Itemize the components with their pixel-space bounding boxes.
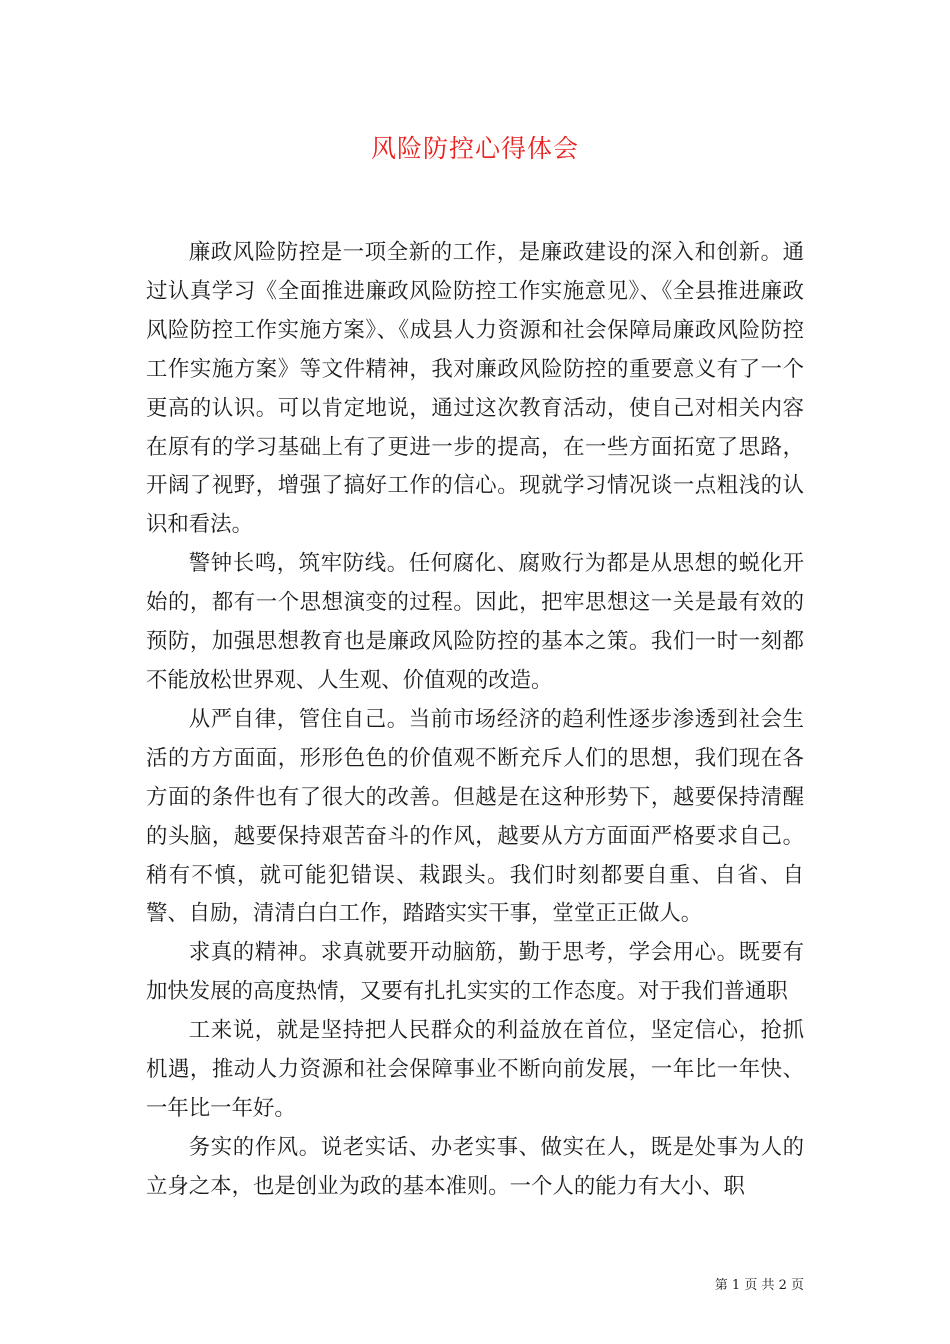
paragraph: 警钟长鸣，筑牢防线。任何腐化、腐败行为都是从思想的蜕化开始的，都有一个思想演变的过程。因此，把牢思想这一关是最有效的预防，加强思想教育也是廉政风险防控的基本之策。我们一时一刻都不能放松世界观、人生观、价值观的改造。 [146,551,804,693]
paragraph: 廉政风险防控是一项全新的工作，是廉政建设的深入和创新。通过认真学习《全面推进廉政风险防控工作实施意见》、《全县推进廉政风险防控工作实施方案》、《成县人力资源和社会保障局廉政风险防控工作实施方案》等文件精神，我对廉政风险防控的重要意义有了一个更高的认识。可以肯定地说，通过这次教育活动，使自己对相关内容在原有的学习基础上有了更进一步的提高，在一些方面拓宽了思路，开阔了视野，增强了搞好工作的信心。现就学习情况谈一点粗浅的认识和看法。 [146,240,804,538]
document-title: 风险防控心得体会 [370,134,579,163]
paragraph: 工来说，就是坚持把人民群众的利益放在首位，坚定信心，抢抓机遇，推动人力资源和社会保障事业不断向前发展，一年比一年快、一年比一年好。 [146,1018,804,1121]
document-body [146,234,804,1207]
paragraph: 从严自律，管住自己。当前市场经济的趋利性逐步渗透到社会生活的方方面面，形形色色的价值观不断充斥人们的思想，我们现在各方面的条件也有了很大的改善。但越是在这种形势下，越要保持清醒的头脑，越要保持艰苦奋斗的作风，越要从方方面面严格要求自己。稍有不慎，就可能犯错误、栽跟头。我们时刻都要自重、自省、自警、自励，清清白白工作，踏踏实实干事，堂堂正正做人。 [146,706,804,927]
page-number-footer: 第 1 页 共 2 页 [714,1278,804,1293]
paragraph: 求真的精神。求真就要开动脑筋，勤于思考，学会用心。既要有加快发展的高度热情，又要有扎扎实实的工作态度。对于我们普通职 [146,940,804,1005]
paragraph: 务实的作风。说老实话、办老实事、做实在人，既是处事为人的立身之本，也是创业为政的基本准则。一个人的能力有大小、职 [146,1134,804,1199]
